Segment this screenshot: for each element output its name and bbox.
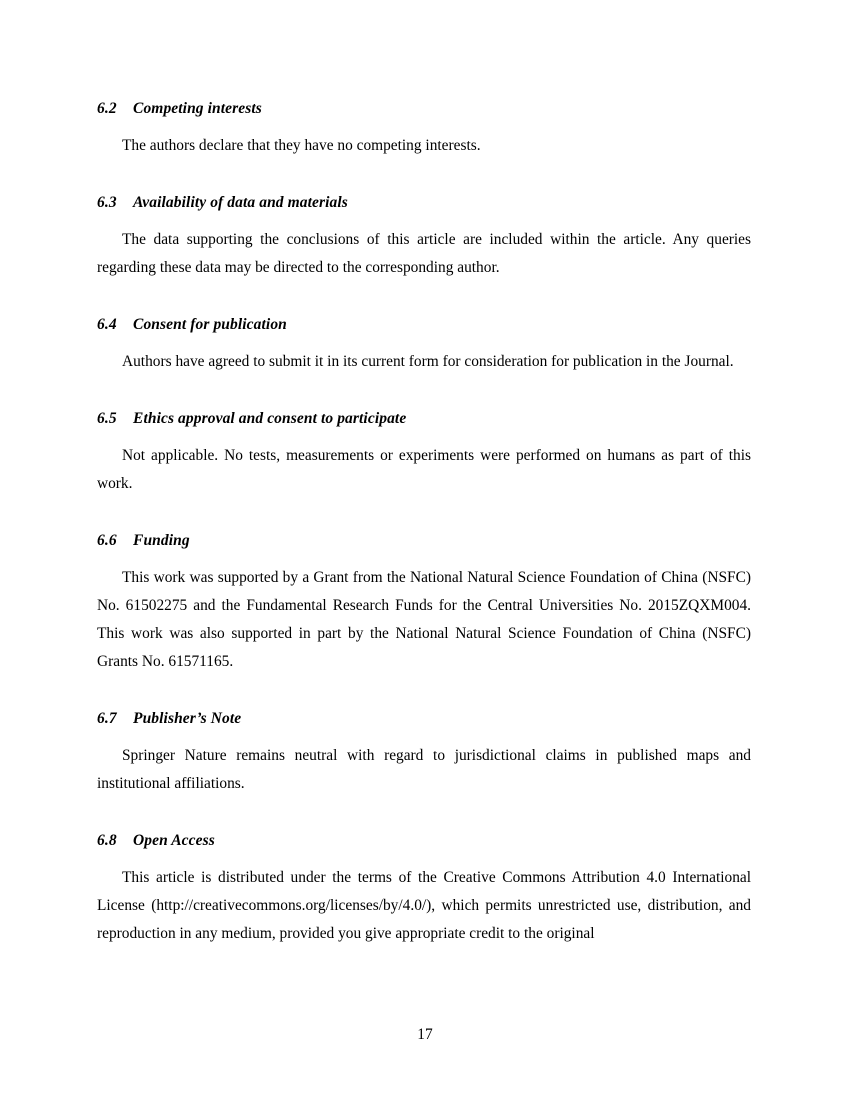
page-number: 17: [417, 1026, 433, 1043]
section-ethics-approval: [97, 409, 751, 498]
section-number: 6.4: [97, 316, 117, 333]
section-heading: [97, 315, 751, 335]
section-number: 6.8: [97, 832, 117, 849]
section-funding: [97, 531, 751, 676]
section-title: Consent for publication: [133, 316, 287, 333]
section-title: Availability of data and materials: [133, 194, 348, 211]
section-publishers-note: [97, 709, 751, 798]
section-heading: [97, 531, 751, 551]
section-number: 6.5: [97, 410, 117, 427]
section-number: 6.2: [97, 100, 117, 117]
section-consent-for-publication: [97, 315, 751, 376]
section-competing-interests: [97, 99, 751, 160]
page-content: [97, 99, 751, 948]
section-body: This article is distributed under the terms of the Creative Commons Attribution 4.0 International License (http://creativecommons.org/licenses/by/4.0/), which permits unrestricted use, distribution, and reproduction in any medium, provided you give appropriate credit to the original: [97, 869, 751, 942]
section-body: Authors have agreed to submit it in its current form for consideration for publication in the Journal.: [122, 353, 734, 370]
section-title: Publisher’s Note: [133, 710, 242, 727]
section-body: The authors declare that they have no competing interests.: [122, 137, 481, 154]
section-heading: [97, 709, 751, 729]
section-availability-of-data: [97, 193, 751, 282]
section-number: 6.3: [97, 194, 117, 211]
section-title: Competing interests: [133, 100, 262, 117]
section-title: Open Access: [133, 832, 215, 849]
section-number: 6.6: [97, 532, 117, 549]
section-heading: [97, 409, 751, 429]
section-open-access: [97, 831, 751, 948]
section-title: Funding: [133, 532, 190, 549]
section-body: Springer Nature remains neutral with regard to jurisdictional claims in published maps and institutional affiliations.: [97, 747, 751, 792]
section-number: 6.7: [97, 710, 117, 727]
section-heading: [97, 99, 751, 119]
section-title: Ethics approval and consent to participate: [133, 410, 407, 427]
section-body: This work was supported by a Grant from the National Natural Science Foundation of China (NSFC) No. 61502275 and the Fundamental Research Funds for the Central Universities No. 2015ZQXM004. This work was also supported in part by the National Natural Science Foundation of China (NSFC) Grants No. 61571165.: [97, 569, 751, 670]
section-body: Not applicable. No tests, measurements or experiments were performed on humans as part of this work.: [97, 447, 751, 492]
section-heading: [97, 193, 751, 213]
section-body: The data supporting the conclusions of this article are included within the article. Any queries regarding these data may be directed to the corresponding author.: [97, 231, 751, 276]
section-heading: [97, 831, 751, 851]
